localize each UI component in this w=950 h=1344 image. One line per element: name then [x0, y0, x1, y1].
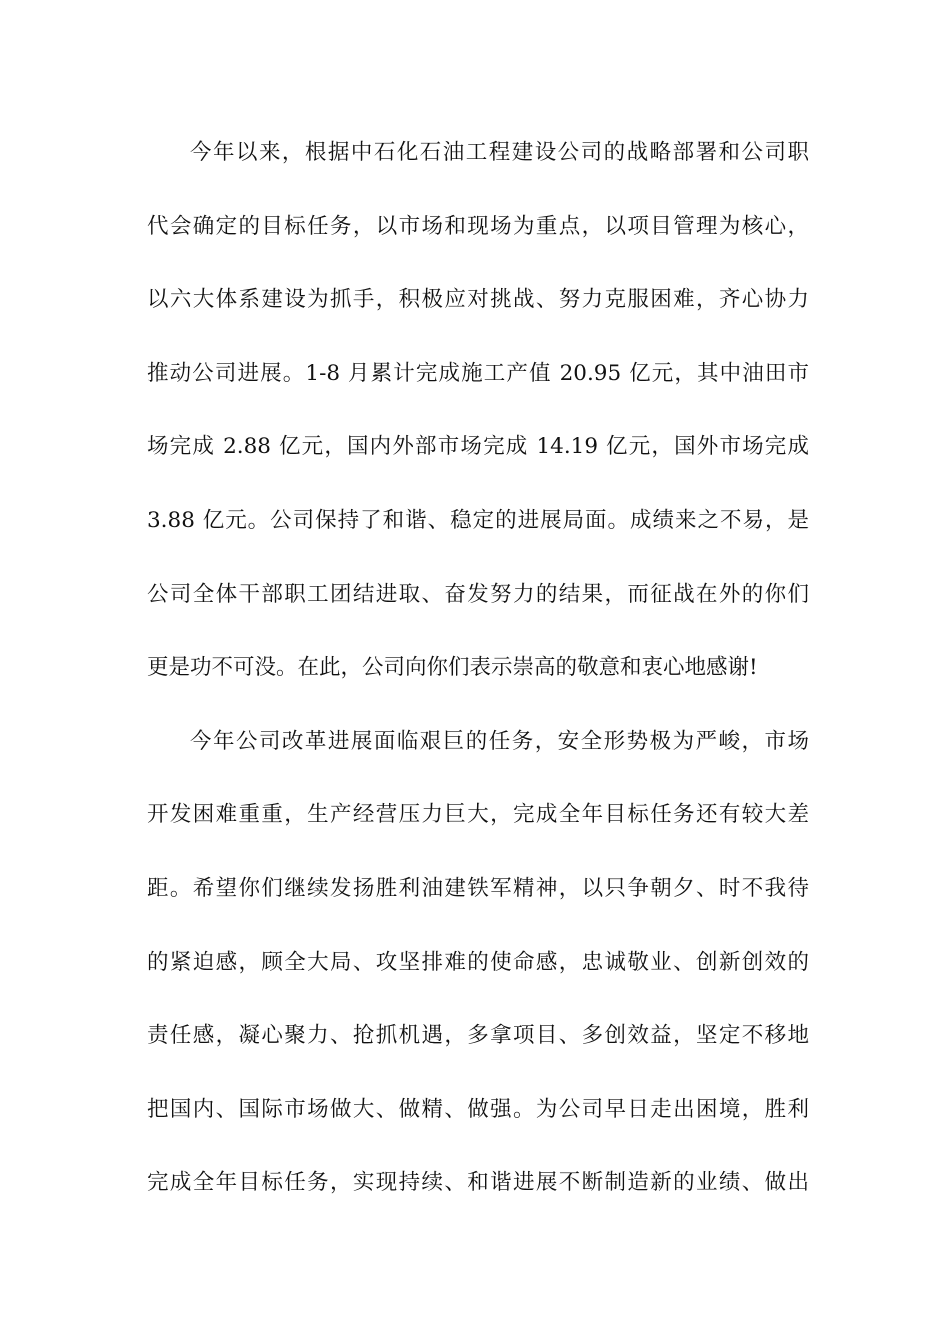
paragraph-1	[147, 133, 809, 722]
paragraph-line: 场完成 2.88 亿元，国内外部市场完成 14.19 亿元，国外市场完成	[147, 434, 809, 460]
paragraph-line: 的紧迫感，顾全大局、攻坚排难的使命感，忠诚敬业、创新创效的	[147, 949, 809, 975]
paragraph-line: 以六大体系建设为抓手，积极应对挑战、努力克服困难，齐心协力	[147, 287, 809, 313]
paragraph-line: 推动公司进展。1-8 月累计完成施工产值 20.95 亿元，其中油田市	[147, 360, 809, 386]
paragraph-line: 3.88 亿元。公司保持了和谐、稳定的进展局面。成绩来之不易，是	[147, 507, 809, 533]
body-text	[147, 133, 809, 1237]
paragraph-2	[147, 722, 809, 1237]
paragraph-line: 今年以来，根据中石化石油工程建设公司的战略部署和公司职	[190, 140, 809, 165]
paragraph-line: 完成全年目标任务，实现持续、和谐进展不断制造新的业绩、做出	[147, 1170, 809, 1196]
paragraph-line: 把国内、国际市场做大、做精、做强。为公司早日走出困境，胜利	[147, 1096, 809, 1122]
paragraph-line: 公司全体干部职工团结进取、奋发努力的结果，而征战在外的你们	[147, 581, 809, 607]
paragraph-line: 代会确定的目标任务，以市场和现场为重点，以项目管理为核心，	[147, 213, 809, 239]
paragraph-line: 今年公司改革进展面临艰巨的任务，安全形势极为严峻，市场	[190, 728, 809, 754]
paragraph-line: 开发困难重重，生产经营压力巨大，完成全年目标任务还有较大差	[147, 802, 809, 828]
paragraph-line: 更是功不可没。在此，公司向你们表示崇高的敬意和衷心地感谢!	[147, 655, 758, 681]
paragraph-line: 责任感，凝心聚力、抢抓机遇，多拿项目、多创效益，坚定不移地	[147, 1023, 809, 1049]
paragraph-line: 距。希望你们继续发扬胜利油建铁军精神，以只争朝夕、时不我待	[147, 875, 809, 901]
